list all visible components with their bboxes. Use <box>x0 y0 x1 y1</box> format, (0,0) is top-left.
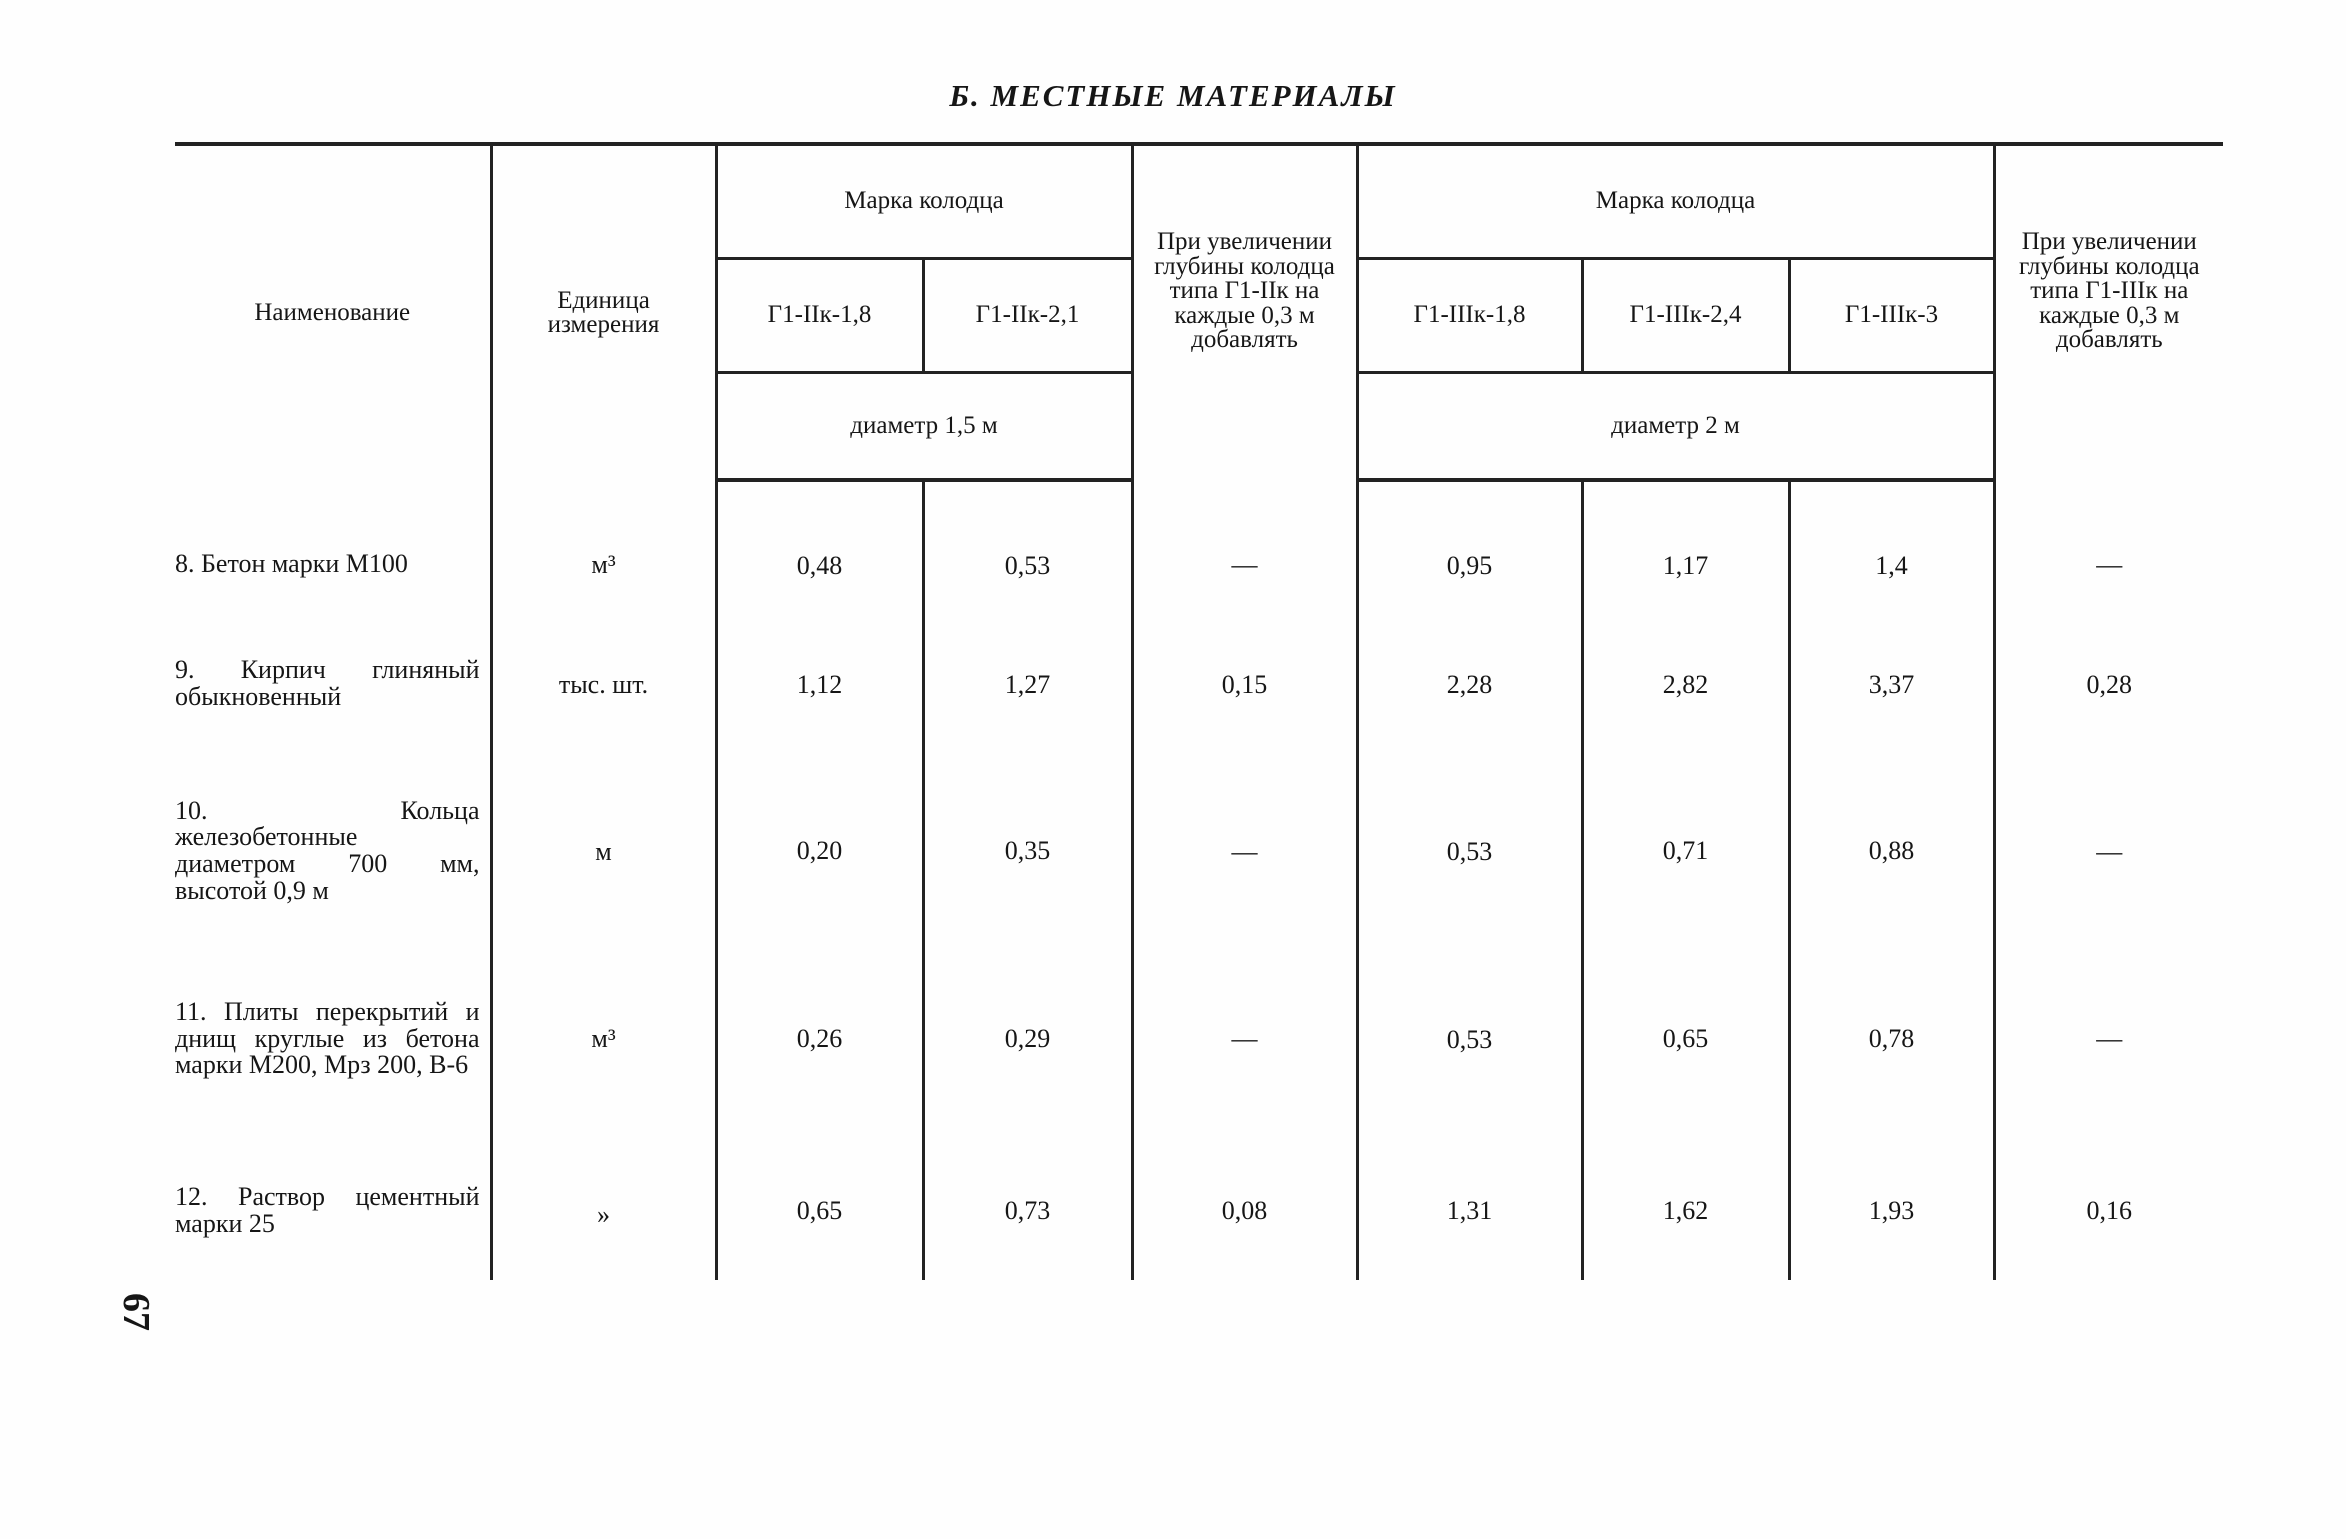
row-value: 0,53 <box>1357 936 1582 1142</box>
row-value: 1,27 <box>923 604 1132 756</box>
row-value: 0,28 <box>1994 604 2223 756</box>
row-value: 0,53 <box>1357 756 1582 936</box>
row-value: 3,37 <box>1789 604 1994 756</box>
row-unit: м³ <box>491 936 716 1142</box>
row-name: 8. Бетон марки М100 <box>175 548 408 578</box>
header-add-1: При увеличении глубины колодца типа Г1-IIк на каждые 0,3 м добавлять <box>1132 144 1357 480</box>
header-mark-3: Г1-IIIк-1,8 <box>1357 258 1582 372</box>
table-row <box>175 756 2223 936</box>
row-value: 1,93 <box>1789 1142 1994 1280</box>
row-value: 0,20 <box>716 756 923 936</box>
header-mark-2: Г1-IIк-2,1 <box>923 258 1132 372</box>
row-name: 11. Плиты перекрытий и днищ круглые из бетона марки М200, Мрз 200, В-6 <box>175 997 480 1080</box>
row-value: 2,28 <box>1357 604 1582 756</box>
row-value: 0,16 <box>1994 1142 2223 1280</box>
header-diameter-2: диаметр 2 м <box>1357 372 1994 480</box>
header-mark-4: Г1-IIIк-2,4 <box>1582 258 1789 372</box>
row-name: 10. Кольца железобетонные диаметром 700 мм, высотой 0,9 м <box>175 795 480 905</box>
header-mark-group-2: Марка колодца <box>1357 144 1994 258</box>
table-row <box>175 480 2223 604</box>
row-value: 0,48 <box>716 480 923 604</box>
header-name: Наименование <box>175 144 491 480</box>
row-value: 0,71 <box>1582 756 1789 936</box>
row-value: — <box>1994 480 2223 604</box>
row-value: 1,31 <box>1357 1142 1582 1280</box>
header-row-1 <box>175 144 2223 258</box>
row-value: 1,17 <box>1582 480 1789 604</box>
header-unit: Единица измерения <box>491 144 716 480</box>
row-value: — <box>1132 756 1357 936</box>
row-value: 1,12 <box>716 604 923 756</box>
row-value: — <box>1132 936 1357 1142</box>
row-value: — <box>1132 480 1357 604</box>
table-row <box>175 936 2223 1142</box>
row-value: 0,26 <box>716 936 923 1142</box>
row-unit: тыс. шт. <box>491 604 716 756</box>
row-value: 0,29 <box>923 936 1132 1142</box>
row-name: 12. Раствор цементный марки 25 <box>175 1182 480 1238</box>
row-value: 0,15 <box>1132 604 1357 756</box>
row-unit: м <box>491 756 716 936</box>
row-name: 9. Кирпич глиняный обыкновенный <box>175 655 480 711</box>
table-row <box>175 1142 2223 1280</box>
row-value: 0,53 <box>923 480 1132 604</box>
row-value: 2,82 <box>1582 604 1789 756</box>
row-unit: » <box>491 1142 716 1280</box>
section-title: Б. МЕСТНЫЕ МАТЕРИАЛЫ <box>949 78 1397 113</box>
materials-table <box>175 142 2223 1280</box>
header-mark-5: Г1-IIIк-3 <box>1789 258 1994 372</box>
row-value: 0,95 <box>1357 480 1582 604</box>
row-value: 0,65 <box>1582 936 1789 1142</box>
row-value: 0,08 <box>1132 1142 1357 1280</box>
row-value: 1,4 <box>1789 480 1994 604</box>
row-value: — <box>1994 756 2223 936</box>
row-value: 0,73 <box>923 1142 1132 1280</box>
row-value: 0,35 <box>923 756 1132 936</box>
row-value: 0,88 <box>1789 756 1994 936</box>
row-value: — <box>1994 936 2223 1142</box>
header-diameter-1: диаметр 1,5 м <box>716 372 1132 480</box>
row-unit: м³ <box>491 480 716 604</box>
row-value: 0,65 <box>716 1142 923 1280</box>
header-add-2: При увеличении глубины колодца типа Г1-IIIк на каждые 0,3 м добавлять <box>1994 144 2223 480</box>
row-value: 1,62 <box>1582 1142 1789 1280</box>
table-row <box>175 604 2223 756</box>
page-number: 67 <box>115 1293 157 1331</box>
header-mark-1: Г1-IIк-1,8 <box>716 258 923 372</box>
header-mark-group-1: Марка колодца <box>716 144 1132 258</box>
row-value: 0,78 <box>1789 936 1994 1142</box>
